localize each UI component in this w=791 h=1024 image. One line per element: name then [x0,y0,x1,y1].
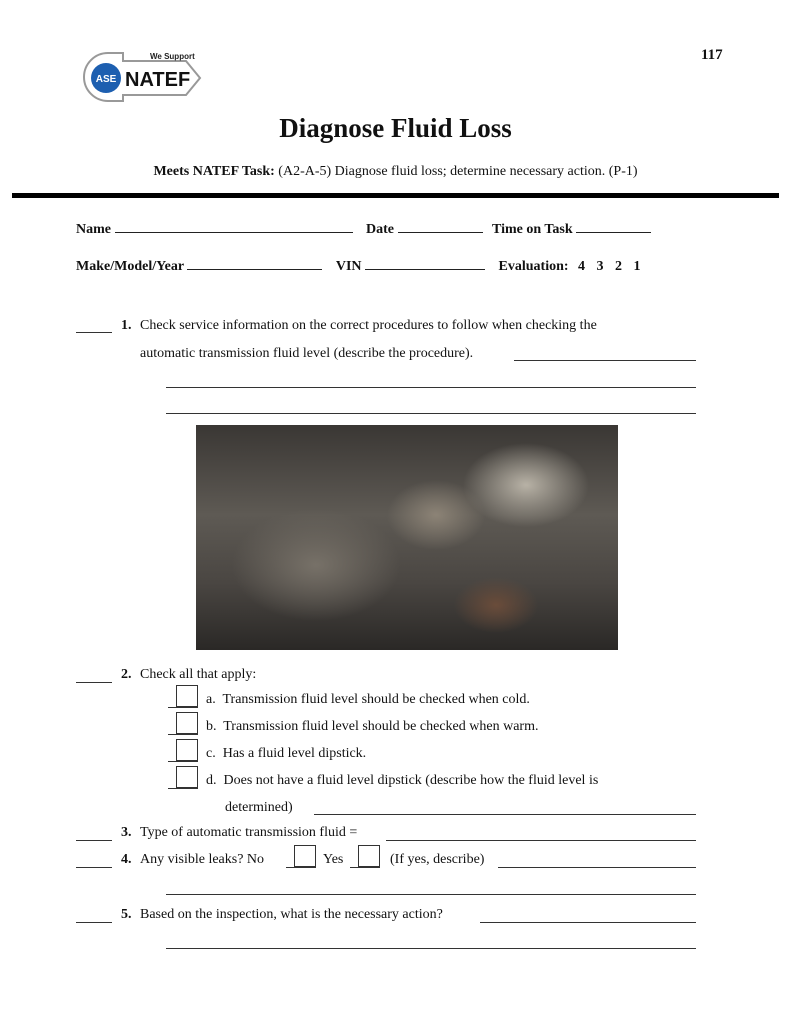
item4-text: Any visible leaks? No [140,852,265,867]
item1-answer-line[interactable] [166,387,696,388]
option-d-answer-line[interactable] [314,814,696,815]
item2-text: Check all that apply: [140,667,257,682]
name-label: Name [76,222,111,237]
item3-answer-line[interactable] [386,840,696,841]
make-model-year-field[interactable] [187,257,322,270]
item1-answer-line[interactable] [514,360,696,361]
vin-label: VIN [335,259,362,274]
item5-check-blank[interactable] [76,922,112,923]
evaluation-label: Evaluation: [498,259,569,274]
item4-number: 4. [121,852,132,867]
item5-answer-line[interactable] [166,948,696,949]
task-subtitle [0,164,791,180]
item4-check-blank[interactable] [76,867,112,868]
name-row [76,220,651,238]
natef-logo [78,45,203,105]
page-title: Diagnose Fluid Loss [279,113,512,143]
item2-number: 2. [121,667,132,682]
score-4[interactable]: 4 [578,259,586,274]
leaks-describe-label: (If yes, describe) [390,852,485,867]
option-d: d. Does not have a fluid level dipstick (describe how the fluid level is [206,773,599,788]
name-field[interactable] [115,220,353,233]
svg-text:We Support: We Support [150,52,195,61]
svg-text:NATEF: NATEF [125,69,191,91]
item5-answer-line[interactable] [480,922,696,923]
item1-text2: automatic transmission fluid level (describe the procedure). [140,346,474,361]
leaks-no-checkbox[interactable] [286,845,316,868]
item4-answer-line[interactable] [498,867,696,868]
option-d-text2: determined) [225,800,293,815]
option-a-checkbox[interactable] [168,685,198,708]
item1-number: 1. [121,318,132,333]
option-c: c. Has a fluid level dipstick. [206,746,367,761]
task-text: (A2-A-5) Diagnose fluid loss; determine necessary action. (P-1) [278,164,638,179]
score-3[interactable]: 3 [596,259,604,274]
score-2[interactable]: 2 [615,259,623,274]
leaks-yes-label: Yes [323,852,344,867]
transmission-photo [196,425,618,650]
svg-text:ASE: ASE [95,74,117,85]
header-rule [12,193,779,198]
item1-text: Check service information on the correct procedures to follow when checking the [140,318,597,333]
make-model-year-label: Make/Model/Year [76,259,184,274]
score-1[interactable]: 1 [633,259,641,274]
option-b: b. Transmission fluid level should be checked when warm. [206,719,539,734]
item3-text: Type of automatic transmission fluid = [140,825,358,840]
vin-field[interactable] [365,257,485,270]
item1-check-blank[interactable] [76,332,112,333]
option-d-checkbox[interactable] [168,766,198,789]
item1-answer-line[interactable] [166,413,696,414]
task-label: Meets NATEF Task: [153,164,275,179]
date-label: Date [366,222,394,237]
item3-check-blank[interactable] [76,840,112,841]
date-field[interactable] [398,220,483,233]
vehicle-row [76,257,641,275]
item5-text: Based on the inspection, what is the necessary action? [140,907,443,922]
option-a: a. Transmission fluid level should be checked when cold. [206,692,530,707]
option-b-checkbox[interactable] [168,712,198,735]
leaks-yes-checkbox[interactable] [350,845,380,868]
item5-number: 5. [121,907,132,922]
item2-check-blank[interactable] [76,682,112,683]
option-c-checkbox[interactable] [168,739,198,762]
time-on-task-field[interactable] [576,220,651,233]
time-on-task-label: Time on Task [492,222,573,237]
item4-answer-line[interactable] [166,894,696,895]
item3-number: 3. [121,825,132,840]
page-number: 117 [701,47,723,63]
